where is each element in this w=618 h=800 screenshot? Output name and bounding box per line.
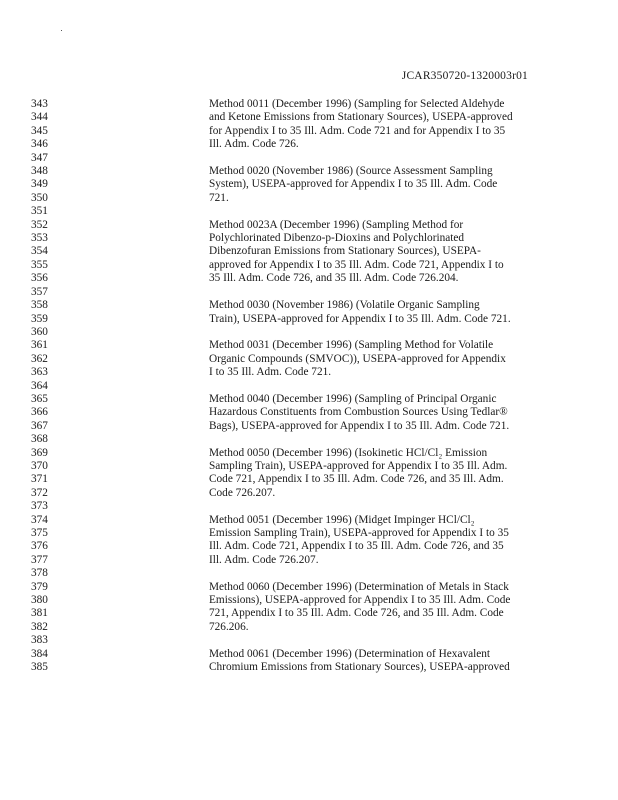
text-line [0,205,618,218]
text-line [0,152,618,165]
line-text: Emissions), USEPA-approved for Appendix I to 35 Ill. Adm. Code [209,594,511,607]
line-number: 379 [31,580,48,593]
text-line [0,433,618,446]
text-line [0,326,618,339]
text-line [0,540,618,553]
line-number: 375 [31,527,48,539]
text-line [0,259,618,272]
text-line [0,353,618,366]
line-text: Method 0060 (December 1996) (Determination of Metals in Stack [209,580,509,593]
line-number: 355 [31,258,48,271]
line-number: 380 [31,594,48,607]
line-number: 367 [31,419,48,432]
line-number: 356 [31,272,48,285]
line-number: 364 [31,379,48,392]
line-number: 376 [31,540,48,553]
line-text: and Ketone Emissions from Stationary Sources), USEPA-approved [209,111,513,124]
line-text: Organic Compounds (SMVOC)), USEPA-approved for Appendix [209,352,506,365]
text-line [0,138,618,151]
text-line [0,98,618,111]
text-line [0,165,618,178]
line-number: 374 [31,513,48,526]
text-line [0,473,618,486]
line-number: 368 [31,433,48,446]
line-text: for Appendix I to 35 Ill. Adm. Code 721 and for Appendix I to 35 [209,124,506,137]
line-number: 359 [31,312,48,325]
text-line [0,272,618,285]
line-number: 357 [31,285,48,298]
line-text: I to 35 Ill. Adm. Code 721. [209,366,332,379]
line-number: 366 [31,406,48,419]
line-text: Method 0020 (November 1986) (Source Assessment Sampling [209,165,493,178]
line-number: 348 [31,165,48,178]
text-line [0,634,618,647]
line-number: 363 [31,366,48,379]
line-number: 371 [31,473,48,486]
line-number: 369 [31,446,48,459]
line-text: Method 0050 (December 1996) (Isokinetic HCl/Cl₂ Emission [209,446,488,459]
text-line [0,554,618,567]
line-number: 349 [31,178,48,191]
line-number: 370 [31,459,48,472]
line-number: 361 [31,339,48,352]
line-text: Emission Sampling Train), USEPA-approved for Appendix I to 35 [209,527,509,539]
line-number: 378 [31,567,48,580]
line-number: 347 [31,151,48,164]
line-number: 382 [31,620,48,633]
line-number: 343 [31,98,48,110]
text-line [0,286,618,299]
text-line [0,232,618,245]
text-line [0,125,618,138]
line-number: 350 [31,191,48,204]
text-line [0,111,618,124]
numbered-text-body [0,98,618,674]
line-number: 385 [31,661,48,674]
line-text: 721, Appendix I to 35 Ill. Adm. Code 726, and 35 Ill. Adm. Code [209,607,504,620]
line-text: Method 0030 (November 1986) (Volatile Organic Sampling [209,299,480,312]
text-line [0,420,618,433]
line-text: Method 0031 (December 1996) (Sampling Method for Volatile [209,339,494,352]
scan-speck [61,30,62,31]
text-line [0,339,618,352]
line-text: Ill. Adm. Code 726.207. [209,553,319,566]
line-number: 377 [31,553,48,566]
line-number: 360 [31,325,48,338]
document-id: JCAR350720-1320003r01 [401,70,528,82]
line-text: Hazardous Constituents from Combustion Sources Using Tedlar® [209,406,508,419]
line-text: Train), USEPA-approved for Appendix I to 35 Ill. Adm. Code 721. [209,312,511,325]
line-text: Bags), USEPA-approved for Appendix I to 35 Ill. Adm. Code 721. [209,419,510,432]
text-line [0,406,618,419]
line-text: System), USEPA-approved for Appendix I to 35 Ill. Adm. Code [209,178,498,191]
text-line [0,192,618,205]
line-number: 384 [31,647,48,660]
line-text: Sampling Train), USEPA-approved for Appendix I to 35 Ill. Adm. [209,459,508,472]
line-number: 372 [31,486,48,499]
text-line [0,661,618,674]
line-text: Method 0023A (December 1996) (Sampling Method for [209,218,464,231]
line-text: Ill. Adm. Code 721, Appendix I to 35 Ill. Adm. Code 726, and 35 [209,540,504,553]
line-text: Code 721, Appendix I to 35 Ill. Adm. Code 726, and 35 Ill. Adm. [209,473,504,486]
text-line [0,621,618,634]
text-line [0,393,618,406]
text-line [0,219,618,232]
line-text: Method 0051 (December 1996) (Midget Impinger HCl/Cl₂ [209,513,475,526]
line-text: Polychlorinated Dibenzo-p-Dioxins and Polychlorinated [209,232,465,245]
line-text: Dibenzofuran Emissions from Stationary Sources), USEPA- [209,245,481,258]
text-line [0,581,618,594]
line-number: 344 [31,111,48,124]
text-line [0,178,618,191]
text-line [0,245,618,258]
text-line [0,299,618,312]
line-text: approved for Appendix I to 35 Ill. Adm. Code 721, Appendix I to [209,258,504,271]
text-line [0,500,618,513]
text-line [0,447,618,460]
text-line [0,594,618,607]
line-text: Method 0061 (December 1996) (Determination of Hexavalent [209,647,491,660]
line-number: 362 [31,352,48,365]
line-number: 352 [31,218,48,231]
line-number: 373 [31,500,48,513]
line-number: 346 [31,138,48,151]
line-text: Method 0011 (December 1996) (Sampling for Selected Aldehyde [209,98,505,110]
line-number: 354 [31,245,48,258]
text-line [0,380,618,393]
line-number: 353 [31,232,48,245]
line-number: 381 [31,607,48,620]
line-text: Chromium Emissions from Stationary Sources), USEPA-approved [209,661,510,674]
line-text: Ill. Adm. Code 726. [209,138,299,151]
line-number: 383 [31,634,48,647]
text-line [0,366,618,379]
text-line [0,514,618,527]
line-number: 365 [31,392,48,405]
line-text: 35 Ill. Adm. Code 726, and 35 Ill. Adm. Code 726.204. [209,272,459,285]
line-text: Code 726.207. [209,486,276,499]
text-line [0,607,618,620]
text-line [0,460,618,473]
line-number: 345 [31,124,48,137]
text-line [0,648,618,661]
text-line [0,527,618,540]
text-line [0,313,618,326]
text-line [0,567,618,580]
line-number: 351 [31,205,48,218]
line-number: 358 [31,299,48,312]
text-line [0,487,618,500]
line-text: 721. [209,191,229,204]
line-text: 726.206. [209,620,249,633]
line-text: Method 0040 (December 1996) (Sampling of Principal Organic [209,392,497,405]
